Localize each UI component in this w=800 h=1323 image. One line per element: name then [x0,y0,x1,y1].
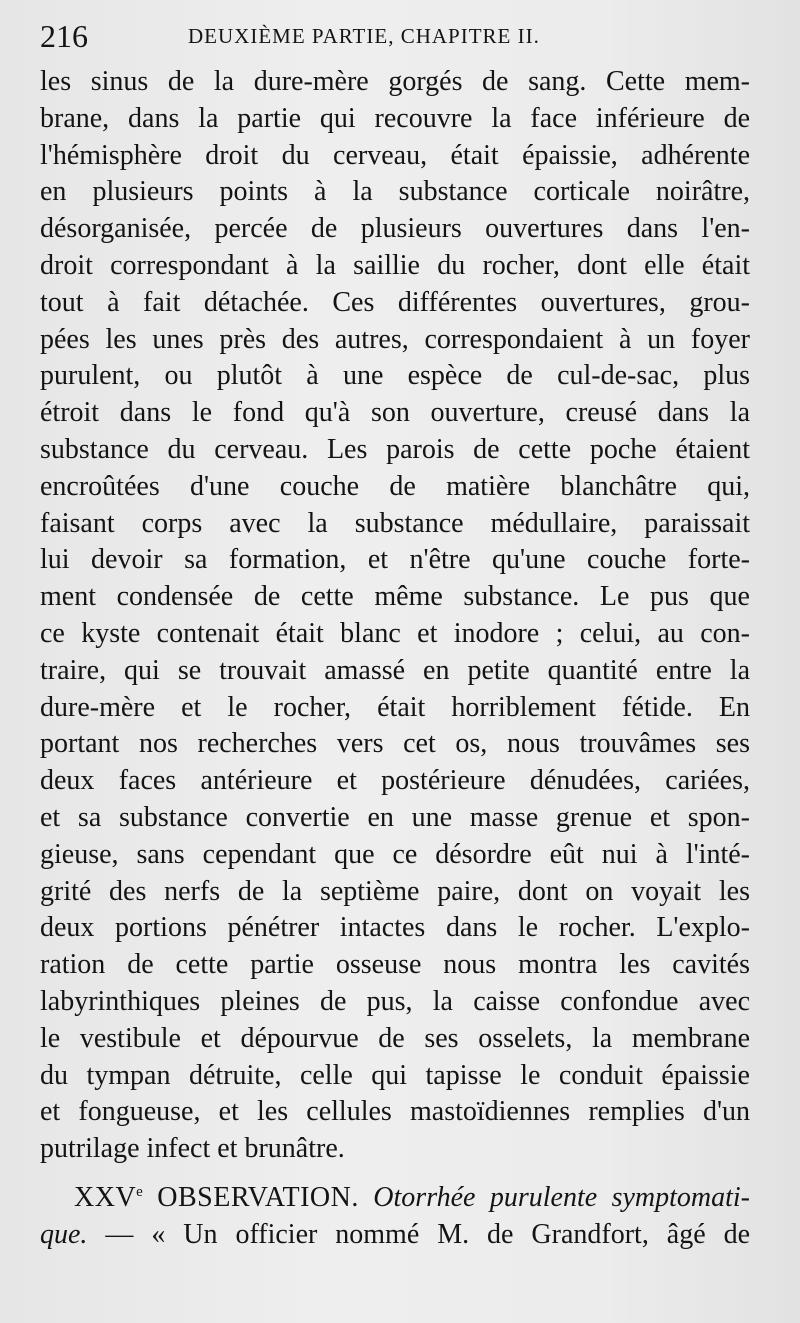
running-head: DEUXIÈME PARTIE, CHAPITRE II. [188,24,540,48]
text-line: deux faces antérieure et postérieure dénudées, cariées, [40,765,750,797]
observation-number: XXV [74,1181,137,1213]
text-line: brane, dans la partie qui recouvre la face inférieure de [40,102,750,134]
text-line: gieuse, sans cependant que ce désordre eût nui à l'inté- [40,838,750,870]
text-line: droit correspondant à la saillie du rocher, dont elle était [40,249,750,281]
body-text [40,64,750,1254]
observation-label: OBSERVATION. [157,1181,359,1213]
text-line: ration de cette partie osseuse nous montra les cavités [40,949,750,981]
text-line: portant nos recherches vers cet os, nous trouvâmes ses [40,728,750,760]
observation-heading [40,1180,750,1217]
observation-number-superscript: e [136,1183,143,1200]
text-line: étroit dans le fond qu'à son ouverture, creusé dans la [40,397,750,429]
text-line: en plusieurs points à la substance corticale noirâtre, [40,176,750,208]
text-line: désorganisée, percée de plusieurs ouvertures dans l'en- [40,213,750,245]
text-line: ment condensée de cette même substance. Le pus que [40,581,750,613]
text-line: tout à fait détachée. Ces différentes ouvertures, grou- [40,286,750,318]
text-line: dure-mère et le rocher, était horriblement fétide. En [40,691,750,723]
observation-continuation-line [40,1217,750,1254]
text-line: l'hémisphère droit du cerveau, était épaissie, adhérente [40,139,750,171]
text-line: encroûtées d'une couche de matière blanchâtre qui, [40,470,750,502]
text-line: substance du cerveau. Les parois de cette poche étaient [40,433,750,465]
text-line: labyrinthiques pleines de pus, la caisse confondue avec [40,985,750,1017]
text-line: pées les unes près des autres, correspondaient à un foyer [40,323,750,355]
text-line: traire, qui se trouvait amassé en petite quantité entre la [40,654,750,686]
text-line: deux portions pénétrer intactes dans le rocher. L'explo- [40,912,750,944]
observation-title-part1: Otorrhée purulente symptomati- [373,1181,751,1213]
page-header [40,16,760,56]
text-line: du tympan détruite, celle qui tapisse le conduit épaissie [40,1059,750,1091]
text-line: purulent, ou plutôt à une espèce de cul-de-sac, plus [40,360,750,392]
observation-continuation: — « Un officier nommé M. de Grandfort, âgé de [105,1218,750,1250]
text-line: grité des nerfs de la septième paire, dont on voyait les [40,875,750,907]
paragraph-gap [40,1168,750,1180]
text-line: le vestibule et dépourvue de ses osselets, la membrane [40,1022,750,1054]
page-number: 216 [40,18,88,54]
text-line: ce kyste contenait était blanc et inodore ; celui, au con- [40,617,750,649]
text-line: et sa substance convertie en une masse grenue et spon- [40,801,750,833]
text-line: putrilage infect et brunâtre. [40,1133,345,1165]
text-line: les sinus de la dure-mère gorgés de sang. Cette mem- [40,66,750,97]
text-line: et fongueuse, et les cellules mastoïdiennes remplies d'un [40,1096,750,1128]
text-line: lui devoir sa formation, et n'être qu'une couche forte- [40,544,750,576]
observation-title-part2: que. [40,1218,88,1250]
text-line: faisant corps avec la substance médullaire, paraissait [40,507,750,539]
